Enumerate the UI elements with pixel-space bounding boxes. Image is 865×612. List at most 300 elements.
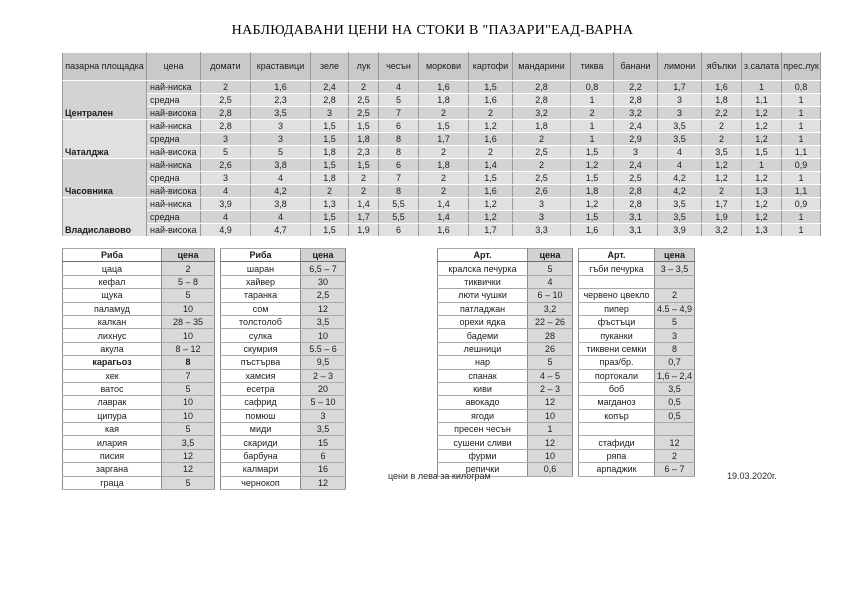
price-value-cell: 1,2 xyxy=(571,159,614,172)
price-row xyxy=(63,120,821,133)
item-name-cell: миди xyxy=(221,423,301,436)
item-row xyxy=(63,356,215,369)
item-price-cell: 1,6 – 2,4 xyxy=(655,369,695,382)
item-row xyxy=(221,342,346,355)
price-value-cell: 1,2 xyxy=(742,107,782,120)
price-value-cell: 2,8 xyxy=(614,94,658,107)
price-value-cell: 1,3 xyxy=(742,224,782,237)
item-price-cell: 4 xyxy=(528,275,573,288)
price-value-cell: 0,9 xyxy=(782,198,821,211)
price-value-cell: 3,9 xyxy=(201,198,251,211)
price-value-cell: 3,5 xyxy=(658,133,702,146)
item-name-cell: портокали xyxy=(579,369,655,382)
price-value-cell: 4,7 xyxy=(251,224,311,237)
product-header-cell: чесън xyxy=(379,53,419,81)
item-row xyxy=(579,289,695,302)
item-row xyxy=(438,289,573,302)
fish-subtable-left xyxy=(62,248,215,490)
item-name-cell: люти чушки xyxy=(438,289,528,302)
price-value-cell: 1 xyxy=(782,120,821,133)
item-row xyxy=(221,476,346,489)
price-value-cell: 3,9 xyxy=(658,224,702,237)
price-value-cell: 1,5 xyxy=(469,172,513,185)
price-value-cell: 1 xyxy=(571,133,614,146)
price-value-cell: 7 xyxy=(379,107,419,120)
item-price-cell: 8 – 12 xyxy=(162,342,215,355)
price-type-cell: средна xyxy=(147,172,201,185)
item-row xyxy=(221,302,346,315)
price-value-cell: 3,2 xyxy=(513,107,571,120)
item-price-cell: 5 xyxy=(162,423,215,436)
item-price-cell: 2 xyxy=(162,262,215,275)
price-value-cell: 2,8 xyxy=(201,107,251,120)
item-row xyxy=(221,262,346,275)
price-value-cell: 2 xyxy=(349,172,379,185)
item-row xyxy=(579,423,695,436)
price-value-cell: 1,6 xyxy=(419,224,469,237)
item-name-cell: калмари xyxy=(221,463,301,476)
item-name-cell: калкан xyxy=(63,315,162,328)
market-name-cell: Централен xyxy=(63,81,147,120)
price-value-cell: 1,5 xyxy=(419,120,469,133)
item-price-cell: 10 xyxy=(162,396,215,409)
price-value-cell: 4 xyxy=(658,146,702,159)
item-name-cell: хек xyxy=(63,369,162,382)
price-value-cell: 1,2 xyxy=(469,120,513,133)
product-header-cell: зеле xyxy=(311,53,349,81)
item-price-cell: 22 – 26 xyxy=(528,315,573,328)
item-row xyxy=(438,315,573,328)
item-price-cell: 15 xyxy=(301,436,346,449)
price-row xyxy=(63,81,821,94)
item-row xyxy=(221,289,346,302)
price-value-cell: 3 xyxy=(513,211,571,224)
item-price-cell: 6 xyxy=(301,449,346,462)
price-value-cell: 0,8 xyxy=(571,81,614,94)
item-row xyxy=(438,275,573,288)
item-name-cell: сушени сливи xyxy=(438,436,528,449)
item-name-cell: пресен чесън xyxy=(438,423,528,436)
price-row xyxy=(63,198,821,211)
price-value-cell: 2 xyxy=(419,107,469,120)
item-name-cell: киви xyxy=(438,382,528,395)
price-value-cell: 2 xyxy=(469,107,513,120)
price-value-cell: 1,5 xyxy=(311,159,349,172)
item-row xyxy=(438,262,573,275)
price-value-cell: 1,8 xyxy=(419,159,469,172)
price-value-cell: 1,5 xyxy=(349,120,379,133)
price-value-cell: 8 xyxy=(379,185,419,198)
item-price-cell: 6 – 10 xyxy=(528,289,573,302)
item-name-cell: кралска печурка xyxy=(438,262,528,275)
price-value-cell: 3 xyxy=(658,107,702,120)
item-row xyxy=(438,329,573,342)
price-value-cell: 1,6 xyxy=(702,81,742,94)
subtable-header-row xyxy=(63,249,215,262)
subtable-header-row xyxy=(221,249,346,262)
price-value-cell: 2,3 xyxy=(349,146,379,159)
price-value-cell: 1,6 xyxy=(571,224,614,237)
price-value-cell: 1,6 xyxy=(469,185,513,198)
price-value-cell: 1,2 xyxy=(571,198,614,211)
item-name-cell: бадеми xyxy=(438,329,528,342)
price-value-cell: 1,4 xyxy=(419,211,469,224)
item-name-cell: толстолоб xyxy=(221,315,301,328)
item-price-cell: 12 xyxy=(301,302,346,315)
bulletin-date: 19.03.2020г. xyxy=(727,471,777,481)
price-value-cell: 3 xyxy=(251,120,311,133)
item-price-cell: 8 xyxy=(162,356,215,369)
price-value-cell: 2 xyxy=(349,185,379,198)
price-value-cell: 3,5 xyxy=(702,146,742,159)
item-name-cell: хайвер xyxy=(221,275,301,288)
item-name-cell: таранка xyxy=(221,289,301,302)
price-value-cell: 1,8 xyxy=(419,94,469,107)
item-row xyxy=(579,463,695,476)
item-price-cell: 10 xyxy=(162,302,215,315)
price-type-cell: най-ниска xyxy=(147,159,201,172)
item-row xyxy=(579,315,695,328)
item-row xyxy=(579,409,695,422)
price-value-cell: 1 xyxy=(742,81,782,94)
price-type-cell: най-ниска xyxy=(147,120,201,133)
price-value-cell: 5 xyxy=(251,146,311,159)
price-value-cell: 1,5 xyxy=(311,211,349,224)
item-name-cell: писия xyxy=(63,449,162,462)
item-price-cell: 30 xyxy=(301,275,346,288)
price-value-cell: 1,1 xyxy=(742,94,782,107)
price-value-cell: 3,1 xyxy=(614,211,658,224)
price-value-cell: 1,4 xyxy=(349,198,379,211)
item-name-cell: гъби печурка xyxy=(579,262,655,275)
price-value-cell: 5,5 xyxy=(379,211,419,224)
item-price-cell: 3,5 xyxy=(301,423,346,436)
product-header-cell: банани xyxy=(614,53,658,81)
price-value-cell: 1,2 xyxy=(742,120,782,133)
price-value-cell: 2 xyxy=(702,185,742,198)
price-value-cell: 4 xyxy=(201,185,251,198)
item-name-cell: чернокоп xyxy=(221,476,301,489)
price-value-cell: 1,7 xyxy=(419,133,469,146)
item-row xyxy=(579,449,695,462)
item-row xyxy=(221,329,346,342)
item-row xyxy=(221,409,346,422)
price-value-cell: 1,5 xyxy=(571,146,614,159)
price-value-cell: 1 xyxy=(782,94,821,107)
price-value-cell: 2,6 xyxy=(201,159,251,172)
subtable-header-row xyxy=(579,249,695,262)
price-value-cell: 2,8 xyxy=(201,120,251,133)
item-price-cell: 10 xyxy=(162,329,215,342)
price-value-cell: 4,2 xyxy=(658,185,702,198)
item-row xyxy=(63,463,215,476)
price-value-cell: 3 xyxy=(513,198,571,211)
price-value-cell: 1,2 xyxy=(742,198,782,211)
price-value-cell: 2 xyxy=(513,133,571,146)
item-row xyxy=(438,396,573,409)
price-value-cell: 4 xyxy=(201,211,251,224)
item-name-cell: шаран xyxy=(221,262,301,275)
item-price-cell: 26 xyxy=(528,342,573,355)
price-header-cell: цена xyxy=(162,249,215,262)
item-row xyxy=(438,356,573,369)
price-value-cell: 2,5 xyxy=(349,107,379,120)
price-value-cell: 3 xyxy=(311,107,349,120)
price-value-cell: 1,1 xyxy=(782,146,821,159)
price-value-cell: 2 xyxy=(419,146,469,159)
product-header-cell: лимони xyxy=(658,53,702,81)
price-value-cell: 1,5 xyxy=(571,211,614,224)
price-value-cell: 8 xyxy=(379,146,419,159)
item-price-cell: 28 – 35 xyxy=(162,315,215,328)
item-price-cell: 2 xyxy=(655,289,695,302)
price-row xyxy=(63,159,821,172)
item-price-cell: 3,5 xyxy=(655,382,695,395)
price-value-cell: 1,8 xyxy=(513,120,571,133)
price-value-cell: 2,5 xyxy=(513,146,571,159)
item-price-cell: 3 xyxy=(655,329,695,342)
price-header-cell: цена xyxy=(301,249,346,262)
item-name-cell: спанак xyxy=(438,369,528,382)
price-value-cell: 1,5 xyxy=(469,81,513,94)
price-value-cell: 2,4 xyxy=(311,81,349,94)
item-price-cell: 3,2 xyxy=(528,302,573,315)
price-value-cell: 1 xyxy=(571,120,614,133)
item-row xyxy=(63,275,215,288)
price-value-cell: 3,5 xyxy=(658,211,702,224)
price-value-cell: 3,8 xyxy=(251,159,311,172)
price-value-cell: 2 xyxy=(571,107,614,120)
price-value-cell: 1,5 xyxy=(311,120,349,133)
price-value-cell: 6 xyxy=(379,159,419,172)
item-name-cell: патладжан xyxy=(438,302,528,315)
item-name-cell: паламуд xyxy=(63,302,162,315)
price-value-cell: 1 xyxy=(782,107,821,120)
price-value-cell: 2,8 xyxy=(311,94,349,107)
item-row xyxy=(221,382,346,395)
price-value-cell: 3,3 xyxy=(513,224,571,237)
price-value-cell: 1,8 xyxy=(311,172,349,185)
price-value-cell: 1,3 xyxy=(742,185,782,198)
item-price-cell: 2 xyxy=(655,449,695,462)
item-price-cell: 28 xyxy=(528,329,573,342)
item-price-cell xyxy=(655,423,695,436)
price-value-cell: 1,7 xyxy=(658,81,702,94)
articles-price-table xyxy=(437,248,695,477)
item-name-cell: барбуна xyxy=(221,449,301,462)
main-table-header-row xyxy=(63,53,821,81)
item-name-cell: скумрия xyxy=(221,342,301,355)
item-price-cell: 0,5 xyxy=(655,396,695,409)
price-value-cell: 5,5 xyxy=(379,198,419,211)
item-name-cell: щука xyxy=(63,289,162,302)
item-name-cell: сом xyxy=(221,302,301,315)
price-value-cell: 1,5 xyxy=(742,146,782,159)
item-price-cell: 6 – 7 xyxy=(655,463,695,476)
item-price-cell xyxy=(655,275,695,288)
price-row xyxy=(63,133,821,146)
price-value-cell: 2,9 xyxy=(614,133,658,146)
item-price-cell: 9,5 xyxy=(301,356,346,369)
price-value-cell: 2 xyxy=(349,81,379,94)
price-value-cell: 3,5 xyxy=(658,120,702,133)
item-name-cell xyxy=(579,423,655,436)
item-price-cell: 12 xyxy=(301,476,346,489)
item-name-cell: сулка xyxy=(221,329,301,342)
item-price-cell: 2,5 xyxy=(301,289,346,302)
price-value-cell: 4,2 xyxy=(658,172,702,185)
item-price-cell: 3,5 xyxy=(301,315,346,328)
item-row xyxy=(579,356,695,369)
item-price-cell: 5 xyxy=(528,356,573,369)
item-price-cell: 7 xyxy=(162,369,215,382)
item-header-cell: Арт. xyxy=(579,249,655,262)
price-value-cell: 1,9 xyxy=(349,224,379,237)
item-price-cell: 5 xyxy=(162,476,215,489)
price-value-cell: 4 xyxy=(379,81,419,94)
item-row xyxy=(438,409,573,422)
price-value-cell: 4 xyxy=(251,211,311,224)
item-row xyxy=(221,423,346,436)
price-row xyxy=(63,211,821,224)
price-header-cell: цена xyxy=(528,249,573,262)
item-header-cell: Риба xyxy=(63,249,162,262)
price-value-cell: 1,2 xyxy=(702,172,742,185)
item-price-cell: 12 xyxy=(528,436,573,449)
price-value-cell: 2 xyxy=(419,172,469,185)
product-header-cell: з.салата xyxy=(742,53,782,81)
item-name-cell: карагьоз xyxy=(63,356,162,369)
price-value-cell: 2 xyxy=(702,133,742,146)
price-value-cell: 6 xyxy=(379,224,419,237)
item-price-cell: 5 – 10 xyxy=(301,396,346,409)
price-value-cell: 1 xyxy=(782,133,821,146)
price-row xyxy=(63,107,821,120)
item-row xyxy=(438,449,573,462)
item-name-cell: кая xyxy=(63,423,162,436)
product-header-cell: моркови xyxy=(419,53,469,81)
item-name-cell: арпаджик xyxy=(579,463,655,476)
price-value-cell: 3,8 xyxy=(251,198,311,211)
price-value-cell: 3 xyxy=(201,172,251,185)
price-value-cell: 2,6 xyxy=(513,185,571,198)
item-name-cell: копър xyxy=(579,409,655,422)
price-value-cell: 1 xyxy=(571,94,614,107)
price-value-cell: 1,3 xyxy=(311,198,349,211)
item-row xyxy=(579,262,695,275)
price-value-cell: 2 xyxy=(702,120,742,133)
price-value-cell: 2,5 xyxy=(349,94,379,107)
item-price-cell: 12 xyxy=(162,463,215,476)
price-type-cell: средна xyxy=(147,133,201,146)
price-value-cell: 4,2 xyxy=(251,185,311,198)
item-name-cell: граца xyxy=(63,476,162,489)
item-price-cell: 10 xyxy=(162,409,215,422)
item-name-cell: ципура xyxy=(63,409,162,422)
item-row xyxy=(63,262,215,275)
item-row xyxy=(63,315,215,328)
price-type-cell: средна xyxy=(147,94,201,107)
price-value-cell: 3 xyxy=(614,146,658,159)
market-name-cell: Чаталджа xyxy=(63,120,147,159)
product-header-cell: домати xyxy=(201,53,251,81)
item-row xyxy=(221,436,346,449)
item-row xyxy=(579,436,695,449)
item-name-cell: есетра xyxy=(221,382,301,395)
price-value-cell: 1 xyxy=(742,159,782,172)
price-value-cell: 1 xyxy=(782,224,821,237)
price-value-cell: 1,4 xyxy=(419,198,469,211)
item-name-cell: фурми xyxy=(438,449,528,462)
item-price-cell: 2 – 3 xyxy=(301,369,346,382)
item-price-cell: 5 xyxy=(655,315,695,328)
price-value-cell: 4,9 xyxy=(201,224,251,237)
price-value-cell: 1,1 xyxy=(782,185,821,198)
price-value-cell: 1,6 xyxy=(469,133,513,146)
price-value-cell: 1,2 xyxy=(469,198,513,211)
item-name-cell: боб xyxy=(579,382,655,395)
item-name-cell: ряпа xyxy=(579,449,655,462)
item-price-cell: 8 xyxy=(655,342,695,355)
price-value-cell: 6 xyxy=(379,120,419,133)
price-value-cell: 1,6 xyxy=(469,94,513,107)
price-value-cell: 1,2 xyxy=(742,172,782,185)
price-value-cell: 7 xyxy=(379,172,419,185)
price-value-cell: 2,5 xyxy=(614,172,658,185)
item-price-cell: 4 – 5 xyxy=(528,369,573,382)
price-type-cell: най-висока xyxy=(147,107,201,120)
price-value-cell: 1,8 xyxy=(349,133,379,146)
item-row xyxy=(63,329,215,342)
price-value-cell: 1,4 xyxy=(469,159,513,172)
price-value-cell: 1,5 xyxy=(311,224,349,237)
price-value-cell: 2 xyxy=(513,159,571,172)
item-name-cell: ягоди xyxy=(438,409,528,422)
price-value-cell: 8 xyxy=(379,133,419,146)
item-row xyxy=(221,369,346,382)
item-row xyxy=(63,369,215,382)
price-value-cell: 1 xyxy=(782,211,821,224)
fish-price-table xyxy=(62,248,346,490)
item-row xyxy=(63,289,215,302)
item-header-cell: Риба xyxy=(221,249,301,262)
item-row xyxy=(221,463,346,476)
page-title: НАБЛЮДАВАНИ ЦЕНИ НА СТОКИ В "ПАЗАРИ"ЕАД-ВАРНА xyxy=(231,23,634,38)
price-value-cell: 1,2 xyxy=(742,133,782,146)
price-type-cell: най-ниска xyxy=(147,198,201,211)
price-value-cell: 1,9 xyxy=(702,211,742,224)
price-value-cell: 2,2 xyxy=(702,107,742,120)
price-value-cell: 2,4 xyxy=(614,159,658,172)
item-name-cell: праз/бр. xyxy=(579,356,655,369)
price-value-cell: 2,8 xyxy=(614,198,658,211)
market-area-header-cell: пазарна площадка xyxy=(63,53,147,81)
price-value-cell: 3 xyxy=(201,133,251,146)
item-price-cell: 5.5 – 6 xyxy=(301,342,346,355)
price-value-cell: 2 xyxy=(469,146,513,159)
item-name-cell: сафрид xyxy=(221,396,301,409)
item-row xyxy=(579,302,695,315)
item-price-cell: 5 xyxy=(528,262,573,275)
price-type-cell: най-ниска xyxy=(147,81,201,94)
price-value-cell: 2 xyxy=(201,81,251,94)
price-value-cell: 2,3 xyxy=(251,94,311,107)
price-value-cell: 2,8 xyxy=(614,185,658,198)
item-name-cell: акула xyxy=(63,342,162,355)
price-value-cell: 0,8 xyxy=(782,81,821,94)
item-price-cell: 12 xyxy=(528,396,573,409)
price-value-cell: 5 xyxy=(379,94,419,107)
